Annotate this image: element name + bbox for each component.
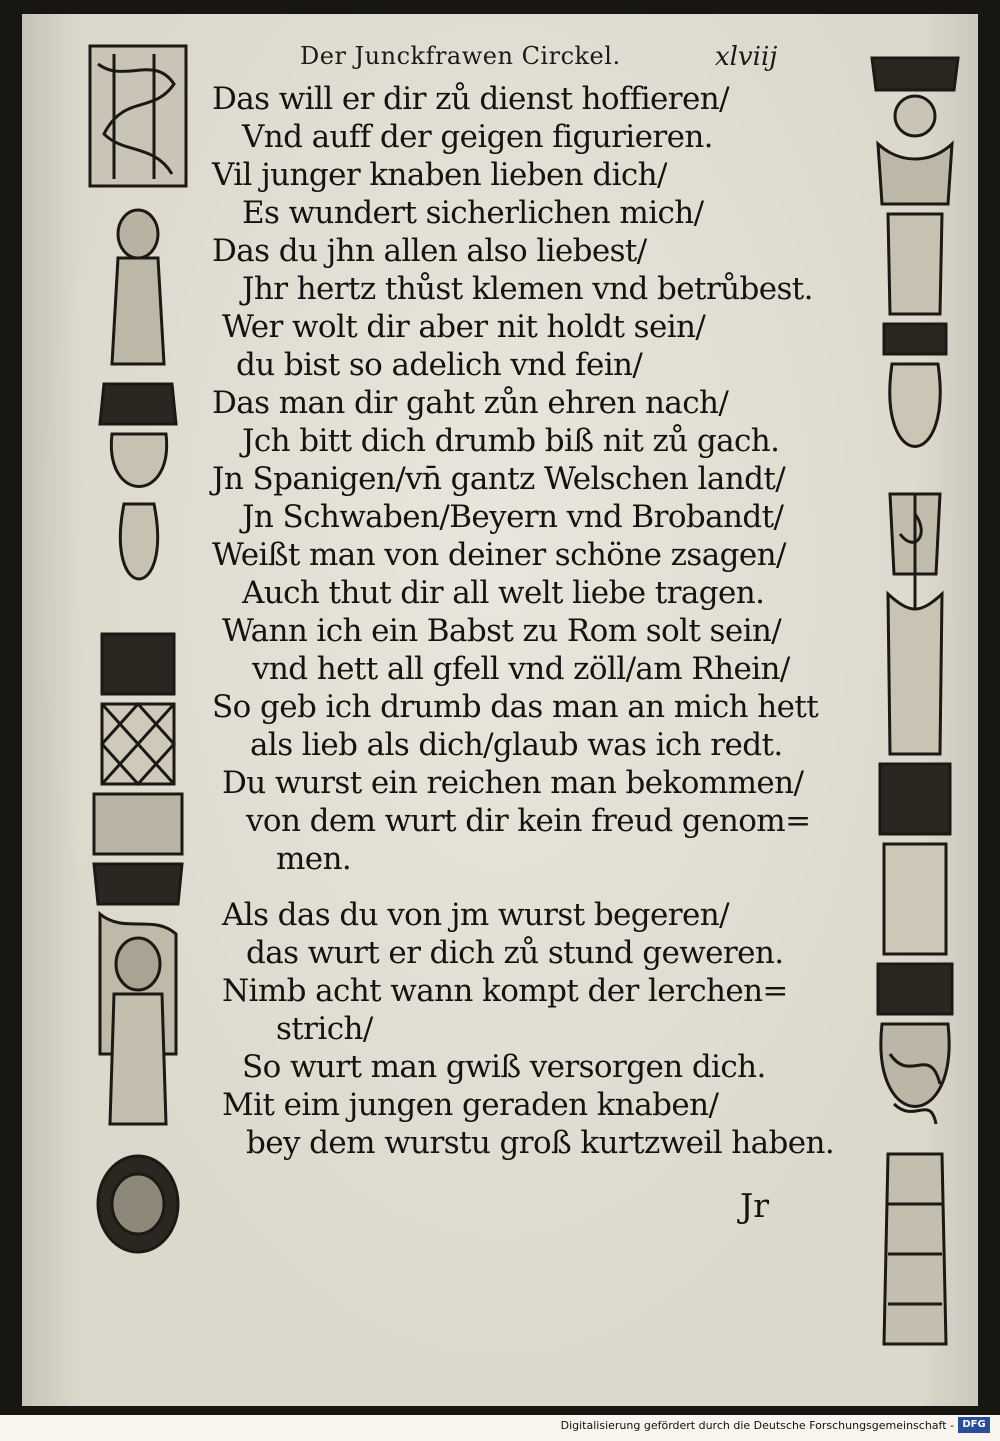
verse-line: Du wurst ein reichen man bekommen/: [222, 765, 804, 801]
left-woodcut-border: [84, 44, 192, 1266]
verse-line: men.: [276, 841, 352, 877]
running-title: Der Junckfrawen Circkel.: [300, 42, 621, 70]
verse-line: Das du jhn allen also liebest/: [212, 233, 647, 269]
verse-line: du bist so adelich vnd fein/: [236, 347, 643, 383]
dfg-logo: DFG: [958, 1417, 990, 1433]
verse-line: das wurt er dich zů stund geweren.: [246, 935, 784, 971]
verse-line: strich/: [276, 1011, 373, 1047]
verse-line: vnd hett all gfell vnd zöll/am Rhein/: [252, 651, 790, 687]
verse-line: Es wundert sicherlichen mich/: [242, 195, 704, 231]
verse-line: von dem wurt dir kein freud genom=: [246, 803, 811, 839]
right-woodcut-ornament: [870, 54, 960, 1350]
funding-credit: Digitalisierung gefördert durch die Deutsche Forschungsgemeinschaft -: [560, 1419, 954, 1432]
verse-line: Das man dir gaht zůn ehren nach/: [212, 385, 729, 421]
verse-line: Wer wolt dir aber nit holdt sein/: [222, 309, 706, 345]
verse-line: Vnd auff der geigen figurieren.: [242, 119, 713, 155]
verse-line: Das will er dir zů dienst hoffieren/: [212, 81, 729, 117]
verse-line: Wann ich ein Babst zu Rom solt sein/: [222, 613, 782, 649]
book-page: [22, 14, 978, 1406]
verse-line: Jch bitt dich drumb biß nit zů gach.: [242, 423, 780, 459]
left-woodcut-ornament: [84, 44, 192, 1266]
verse-line: Als das du von jm wurst begeren/: [222, 897, 729, 933]
verse-line: als lieb als dich/glaub was ich redt.: [250, 727, 783, 763]
verse-line: Jn Spanigen/vn̄ gantz Welschen landt/: [212, 461, 786, 497]
verse-line: Weißt man von deiner schöne zsagen/: [212, 537, 786, 573]
verse-line: Auch thut dir all welt liebe tragen.: [242, 575, 765, 611]
right-woodcut-border: [870, 54, 960, 1350]
verse-line: So wurt man gwiß versorgen dich.: [242, 1049, 766, 1085]
verse-line: Vil junger knaben lieben dich/: [212, 157, 667, 193]
verse-line: Jn Schwaben/Beyern vnd Brobandt/: [242, 499, 784, 535]
catchword: Jr: [740, 1186, 770, 1225]
verse-line: Mit eim jungen geraden knaben/: [222, 1087, 719, 1123]
verse-line: Nimb acht wann kompt der lerchen=: [222, 973, 788, 1009]
verse-line: Jhr hertz thůst klemen vnd betrůbest.: [242, 271, 813, 307]
folio-number: xlviij: [715, 42, 778, 72]
verse-line: bey dem wurstu groß kurtzweil haben.: [246, 1125, 835, 1161]
verse-line: So geb ich drumb das man an mich hett: [212, 689, 819, 725]
